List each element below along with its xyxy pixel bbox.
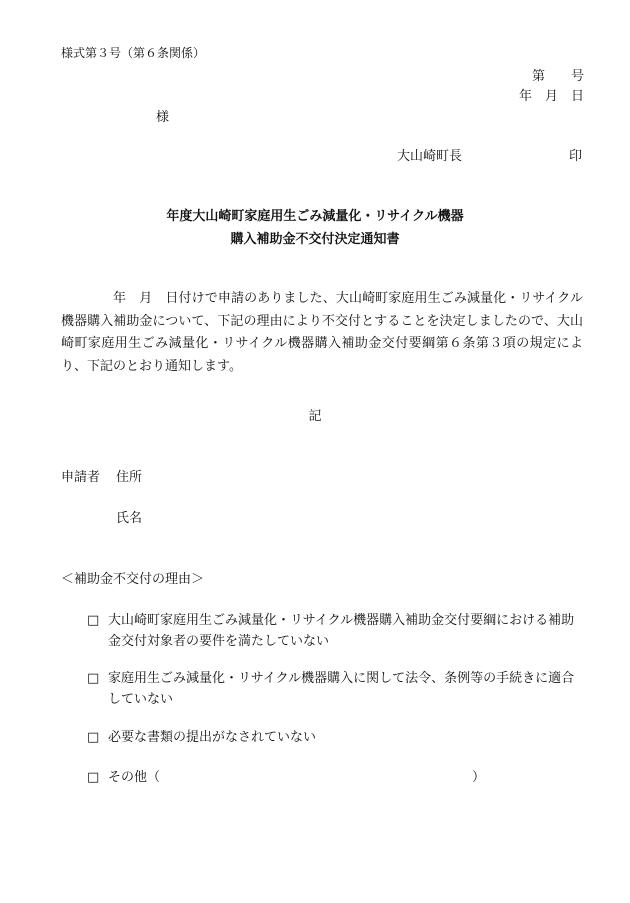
reason-text: 家庭用生ごみ減量化・リサイクル機器購入に関して法令、条例等の手続きに適合していない [108, 671, 575, 707]
reason-item-documents [87, 727, 587, 748]
document-title-line-1: 年度大山崎町家庭用生ごみ減量化・リサイクル機器 [166, 209, 464, 224]
seal-mark: 印 [569, 149, 583, 164]
address-label: 住所 [116, 470, 143, 485]
applicant-label: 申請者 [61, 470, 101, 485]
reason-text: 大山崎町家庭用生ごみ減量化・リサイクル機器購入補助金交付要綱における補助金交付対象者の要件を満たしていない [108, 613, 575, 649]
recipient-suffix: 様 [156, 110, 170, 125]
record-label: 記 [308, 409, 322, 424]
checkbox-icon[interactable]: □ [87, 770, 100, 785]
issuer-name: 大山崎町長 [397, 149, 463, 164]
reason-item-requirements [87, 610, 587, 652]
reason-item-procedures [87, 668, 587, 710]
document-number: 第 号 [531, 69, 584, 84]
body-paragraph: 年 月 日付けで申請のありました、大山崎町家庭用生ごみ減量化・リサイクル機器購入補助金について、下記の理由により不交付とすることを決定しましたので、大山崎町家庭用生ごみ減量化・リサイクル機器購入補助金交付要綱第６条第３項の規定により、下記のとおり通知します。 [61, 291, 583, 374]
other-close-paren: ） [472, 770, 486, 785]
checkbox-icon[interactable]: □ [87, 613, 100, 628]
document-title-line-2: 購入補助金不交付決定通知書 [230, 232, 400, 247]
reason-text: その他（ [108, 770, 161, 785]
checkbox-icon[interactable]: □ [87, 730, 100, 745]
document-date: 年 月 日 [518, 89, 584, 104]
reason-item-other [87, 767, 587, 788]
reason-text: 必要な書類の提出がなされていない [108, 730, 317, 745]
form-number: 様式第３号（第６条関係） [61, 46, 206, 60]
checkbox-icon[interactable]: □ [87, 671, 100, 686]
reasons-heading: ＜補助金不交付の理由＞ [61, 572, 205, 587]
name-label: 氏名 [116, 511, 143, 526]
